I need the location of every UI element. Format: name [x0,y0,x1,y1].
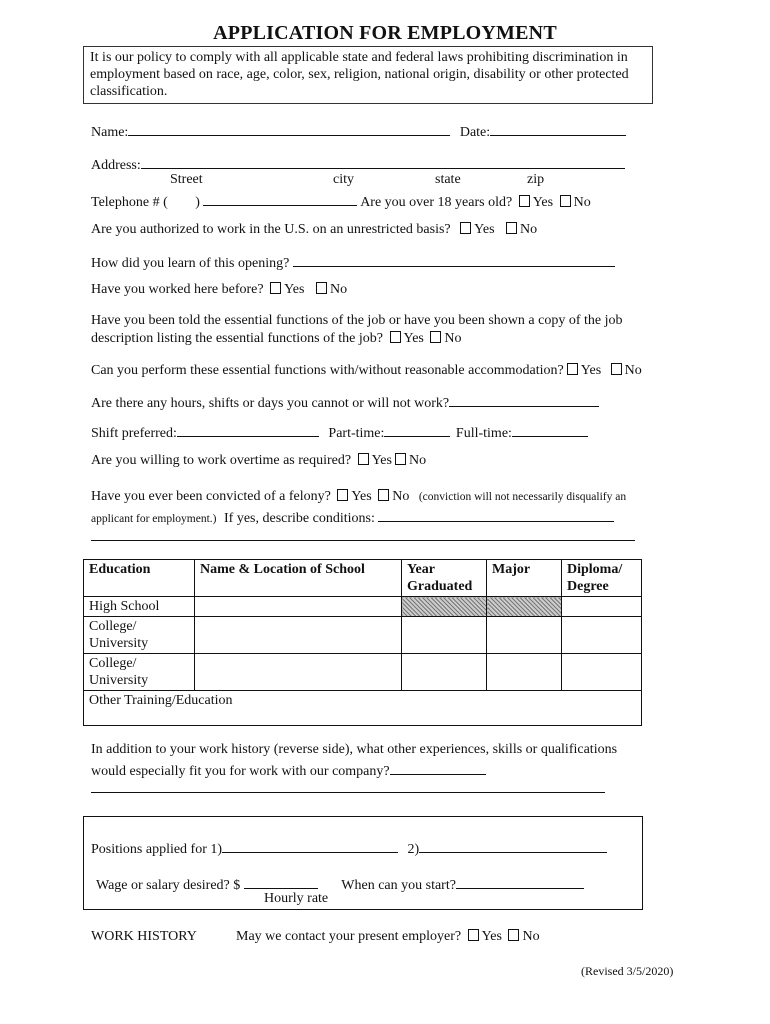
felony-conditions-row [91,507,614,527]
degree-cell[interactable] [562,597,642,617]
overtime-question: Are you willing to work overtime as required? [91,453,352,468]
telephone-close: ) [195,195,200,210]
full-time-field[interactable] [512,422,588,437]
felony-row [91,489,626,505]
school-cell[interactable] [195,617,402,654]
no-label: No [408,453,427,468]
authorized-yes-checkbox[interactable] [460,222,471,234]
school-header: Name & Location of School [195,560,402,597]
school-cell[interactable] [195,654,402,691]
no-label: No [624,363,642,378]
telephone-label: Telephone # ( [91,195,168,210]
told-functions-line1: Have you been told the essential functions of the job or have you been shown a copy of the job [91,313,623,328]
education-header: Education [84,560,195,597]
overtime-yes-checkbox[interactable] [358,453,369,465]
perform-yes-checkbox[interactable] [567,363,578,375]
year-cell[interactable] [402,654,487,691]
no-label: No [329,282,348,297]
qualifications-line2: would especially fit you for work with our company? [91,764,390,779]
year-header: Year Graduated [402,560,487,597]
felony-question: Have you ever been convicted of a felony? [91,489,331,504]
positions-label: Positions applied for 1) [91,842,223,857]
name-label: Name: [91,125,129,140]
authorized-row [91,222,537,238]
over18-question: Are you over 18 years old? [360,195,513,210]
telephone-row [91,191,591,211]
date-field[interactable] [490,121,626,136]
worked-before-question: Have you worked here before? [91,282,264,297]
authorized-question: Are you authorized to work in the U.S. on an unrestricted basis? [91,222,451,237]
perform-no-checkbox[interactable] [611,363,622,375]
yes-label: Yes [351,489,372,504]
hourly-rate-caption: Hourly rate [264,891,329,906]
table-row [84,691,642,726]
table-row [84,617,642,654]
wage-field[interactable] [244,874,318,889]
perform-question: Can you perform these essential functions with/without reasonable accommodation? [91,363,564,378]
learn-question: How did you learn of this opening? [91,256,290,271]
date-label: Date: [459,125,491,140]
contact-employer-row [236,929,540,945]
learn-field[interactable] [293,252,615,267]
education-table [83,559,642,726]
yes-label: Yes [284,282,305,297]
yes-label: Yes [532,195,554,210]
education-header-row [84,560,642,597]
yes-label: Yes [580,363,602,378]
start-label: When can you start? [341,878,456,893]
felony-conditions-field[interactable] [378,507,614,522]
shaded-cell [487,597,562,617]
shift-row [91,422,588,442]
told-functions-line2: description listing the essential functions of the job? [91,331,383,346]
row-label[interactable]: Other Training/Education [84,691,642,726]
telephone-field[interactable] [203,191,357,206]
table-row [84,654,642,691]
worked-before-no-checkbox[interactable] [316,282,327,294]
degree-cell[interactable] [562,617,642,654]
wage-label: Wage or salary desired? $ [96,878,241,893]
told-functions-no-checkbox[interactable] [430,331,441,343]
if-yes-label: If yes, describe conditions: [224,511,375,526]
qualifications-field-2[interactable] [91,792,605,793]
contact-employer-question: May we contact your present employer? [236,929,462,944]
wage-row [96,874,584,894]
positions-box [83,816,643,910]
positions-row [91,838,607,858]
told-functions-row [91,331,462,347]
page-title: APPLICATION FOR EMPLOYMENT [213,22,557,44]
work-history-heading: WORK HISTORY [91,929,197,944]
policy-statement: It is our policy to comply with all applicable state and federal laws prohibiting discrimination in employment based on race, age, color, sex, religion, national origin, disability or other protected classification. [83,46,653,104]
felony-conditions-field-2[interactable] [91,540,635,541]
yes-label: Yes [481,929,502,944]
no-label: No [520,222,538,237]
yes-label: Yes [371,453,392,468]
yes-label: Yes [403,331,424,346]
told-functions-yes-checkbox[interactable] [390,331,401,343]
over18-no-checkbox[interactable] [560,195,571,207]
city-caption: city [333,172,354,187]
state-caption: state [435,172,461,187]
shift-label: Shift preferred: [91,426,177,441]
row-label: High School [84,597,195,617]
part-time-field[interactable] [384,422,450,437]
hours-row [91,392,599,412]
no-label: No [392,489,410,504]
felony-note-2: applicant for employment.) [91,513,217,525]
part-time-label: Part-time: [328,426,385,441]
table-row [84,597,642,617]
overtime-no-checkbox[interactable] [395,453,406,465]
start-field[interactable] [456,874,584,889]
overtime-row [91,453,426,469]
shift-field[interactable] [177,422,319,437]
major-cell[interactable] [487,617,562,654]
major-header: Major [487,560,562,597]
row-label: College/ University [84,654,195,691]
contact-yes-checkbox[interactable] [468,929,479,941]
full-time-label: Full-time: [455,426,512,441]
name-row [91,121,626,141]
degree-cell[interactable] [562,654,642,691]
authorized-no-checkbox[interactable] [506,222,517,234]
address-label: Address: [91,158,141,173]
over18-yes-checkbox[interactable] [519,195,530,207]
qualifications-line1: In addition to your work history (reverse side), what other experiences, skills or qualifications [91,742,618,757]
yes-label: Yes [474,222,495,237]
learn-row [91,252,615,272]
felony-note-1: (conviction will not necessarily disqualify an [418,491,627,503]
worked-before-row [91,282,347,298]
degree-header: Diploma/ Degree [562,560,642,597]
qualifications-field[interactable] [390,760,486,775]
row-label: College/ University [84,617,195,654]
felony-yes-checkbox[interactable] [337,489,348,501]
hours-question: Are there any hours, shifts or days you cannot or will not work? [91,396,450,411]
zip-caption: zip [527,172,545,187]
no-label: No [522,929,540,944]
school-cell[interactable] [195,597,402,617]
revision-date: (Revised 3/5/2020) [581,964,674,978]
no-label: No [573,195,591,210]
position-2-label: 2) [407,842,420,857]
felony-no-checkbox[interactable] [378,489,389,501]
perform-row [91,363,642,379]
position-1-field[interactable] [222,838,398,853]
worked-before-yes-checkbox[interactable] [270,282,281,294]
no-label: No [444,331,462,346]
hours-field[interactable] [449,392,599,407]
street-caption: Street [170,172,203,187]
position-2-field[interactable] [419,838,607,853]
major-cell[interactable] [487,654,562,691]
contact-no-checkbox[interactable] [508,929,519,941]
address-row [91,154,625,174]
shaded-cell [402,597,487,617]
year-cell[interactable] [402,617,487,654]
address-field[interactable] [141,154,625,169]
name-field[interactable] [128,121,450,136]
qualifications-row [91,760,486,780]
